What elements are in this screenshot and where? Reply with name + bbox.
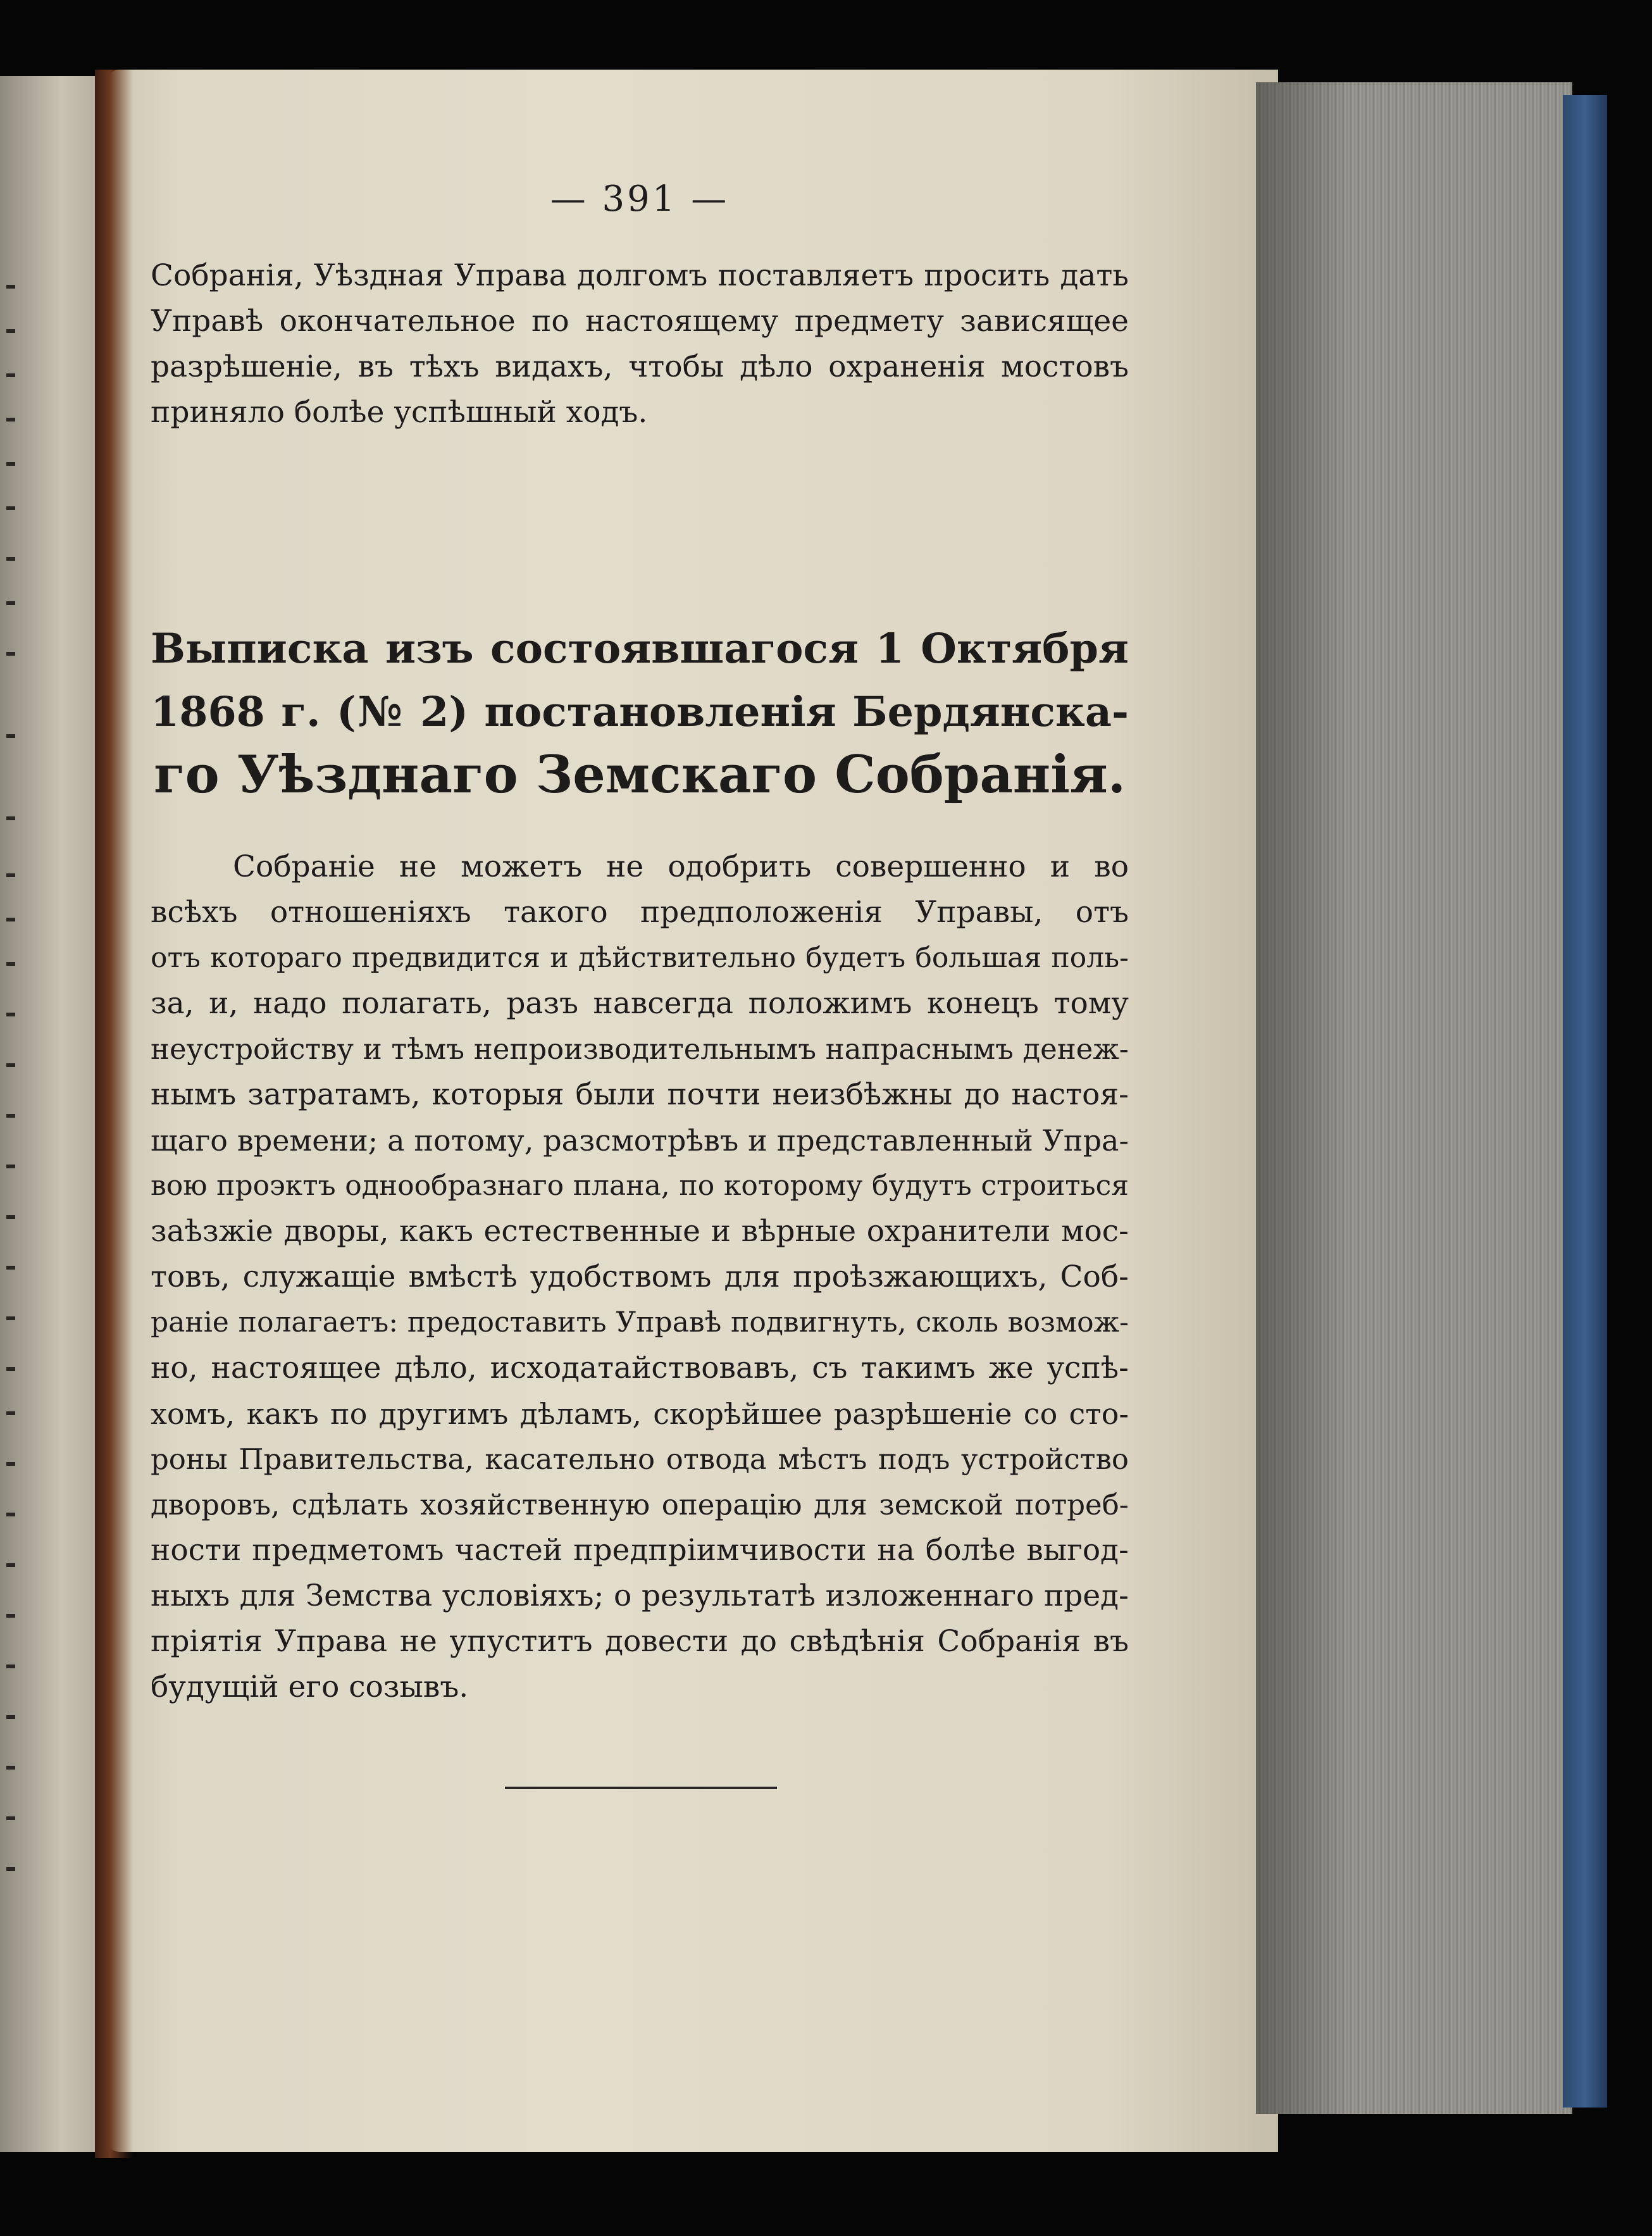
text-line: Собранія, Уѣздная Управа долгомъ поставляетъ просить дать [151,258,1129,293]
heading-line: Выписка изъ состоявшагося 1 Октября [151,625,1129,673]
text-line: щаго времени; а потому, разсмотрѣвъ и представленный Упра- [151,1123,1129,1158]
page-edges-shadow [1256,82,1351,2114]
body-paragraph [151,844,1129,1710]
text-line: вою проэктъ однообразнаго плана, по которому будутъ строиться [151,1170,1129,1202]
book-gutter [95,70,133,2158]
text-line: за, и, надо полагать, разъ навсегда положимъ конецъ тому [151,986,1129,1021]
text-line: раніе полагаетъ: предоставить Управѣ подвигнуть, сколь возмож- [151,1306,1129,1339]
previous-page-edge [0,76,111,2152]
text-line: разрѣшеніе, въ тѣхъ видахъ, чтобы дѣло охраненія мостовъ [151,349,1129,384]
text-line: приняло болѣе успѣшный ходъ. [151,395,648,430]
text-line: всѣхъ отношеніяхъ такого предположенія Управы, отъ [151,895,1129,930]
page-number: — 391 — [550,178,730,220]
heading-line: го Уѣзднаго Земскаго Собранія. [153,745,1126,805]
closing-rule [505,1787,777,1789]
text-line: пріятія Управа не упуститъ довести до свѣдѣнія Собранія въ [151,1624,1129,1659]
section-heading [151,617,1129,807]
book-cover-edge [1563,95,1607,2108]
text-line: Собраніе не можетъ не одобрить совершенно и во [233,849,1129,884]
heading-line: 1868 г. (№ 2) постановленія Бердянска- [151,688,1129,736]
text-line: хомъ, какъ по другимъ дѣламъ, скорѣйшее разрѣшеніе со сто- [151,1397,1129,1431]
text-line: нымъ затратамъ, которыя были почти неизбѣжны до настоя- [151,1077,1129,1112]
text-line: отъ котораго предвидится и дѣйствительно будетъ большая поль- [151,942,1129,974]
text-line: товъ, служащіе вмѣстѣ удобствомъ для проѣзжающихъ, Соб- [151,1259,1129,1294]
text-line: заѣзжіе дворы, какъ естественные и вѣрные охранители мос- [151,1214,1129,1249]
text-line: но, настоящее дѣло, исходатайствовавъ, съ такимъ же успѣ- [151,1351,1129,1385]
text-line: будущій его созывъ. [151,1670,469,1704]
text-line: роны Правительства, касательно отвода мѣстъ подъ устройство [151,1442,1129,1476]
text-line: неустройству и тѣмъ непроизводительнымъ напраснымъ денеж- [151,1032,1129,1066]
intro-paragraph [151,253,1129,435]
text-line: дворовъ, сдѣлать хозяйственную операцію для земской потреб- [151,1488,1129,1521]
text-line: Управѣ окончательное по настоящему предмету зависящее [151,304,1129,339]
text-line: ныхъ для Земства условіяхъ; о результатѣ изложеннаго пред- [151,1578,1129,1613]
text-line: ности предметомъ частей предпріимчивости на болѣе выгод- [151,1533,1129,1568]
